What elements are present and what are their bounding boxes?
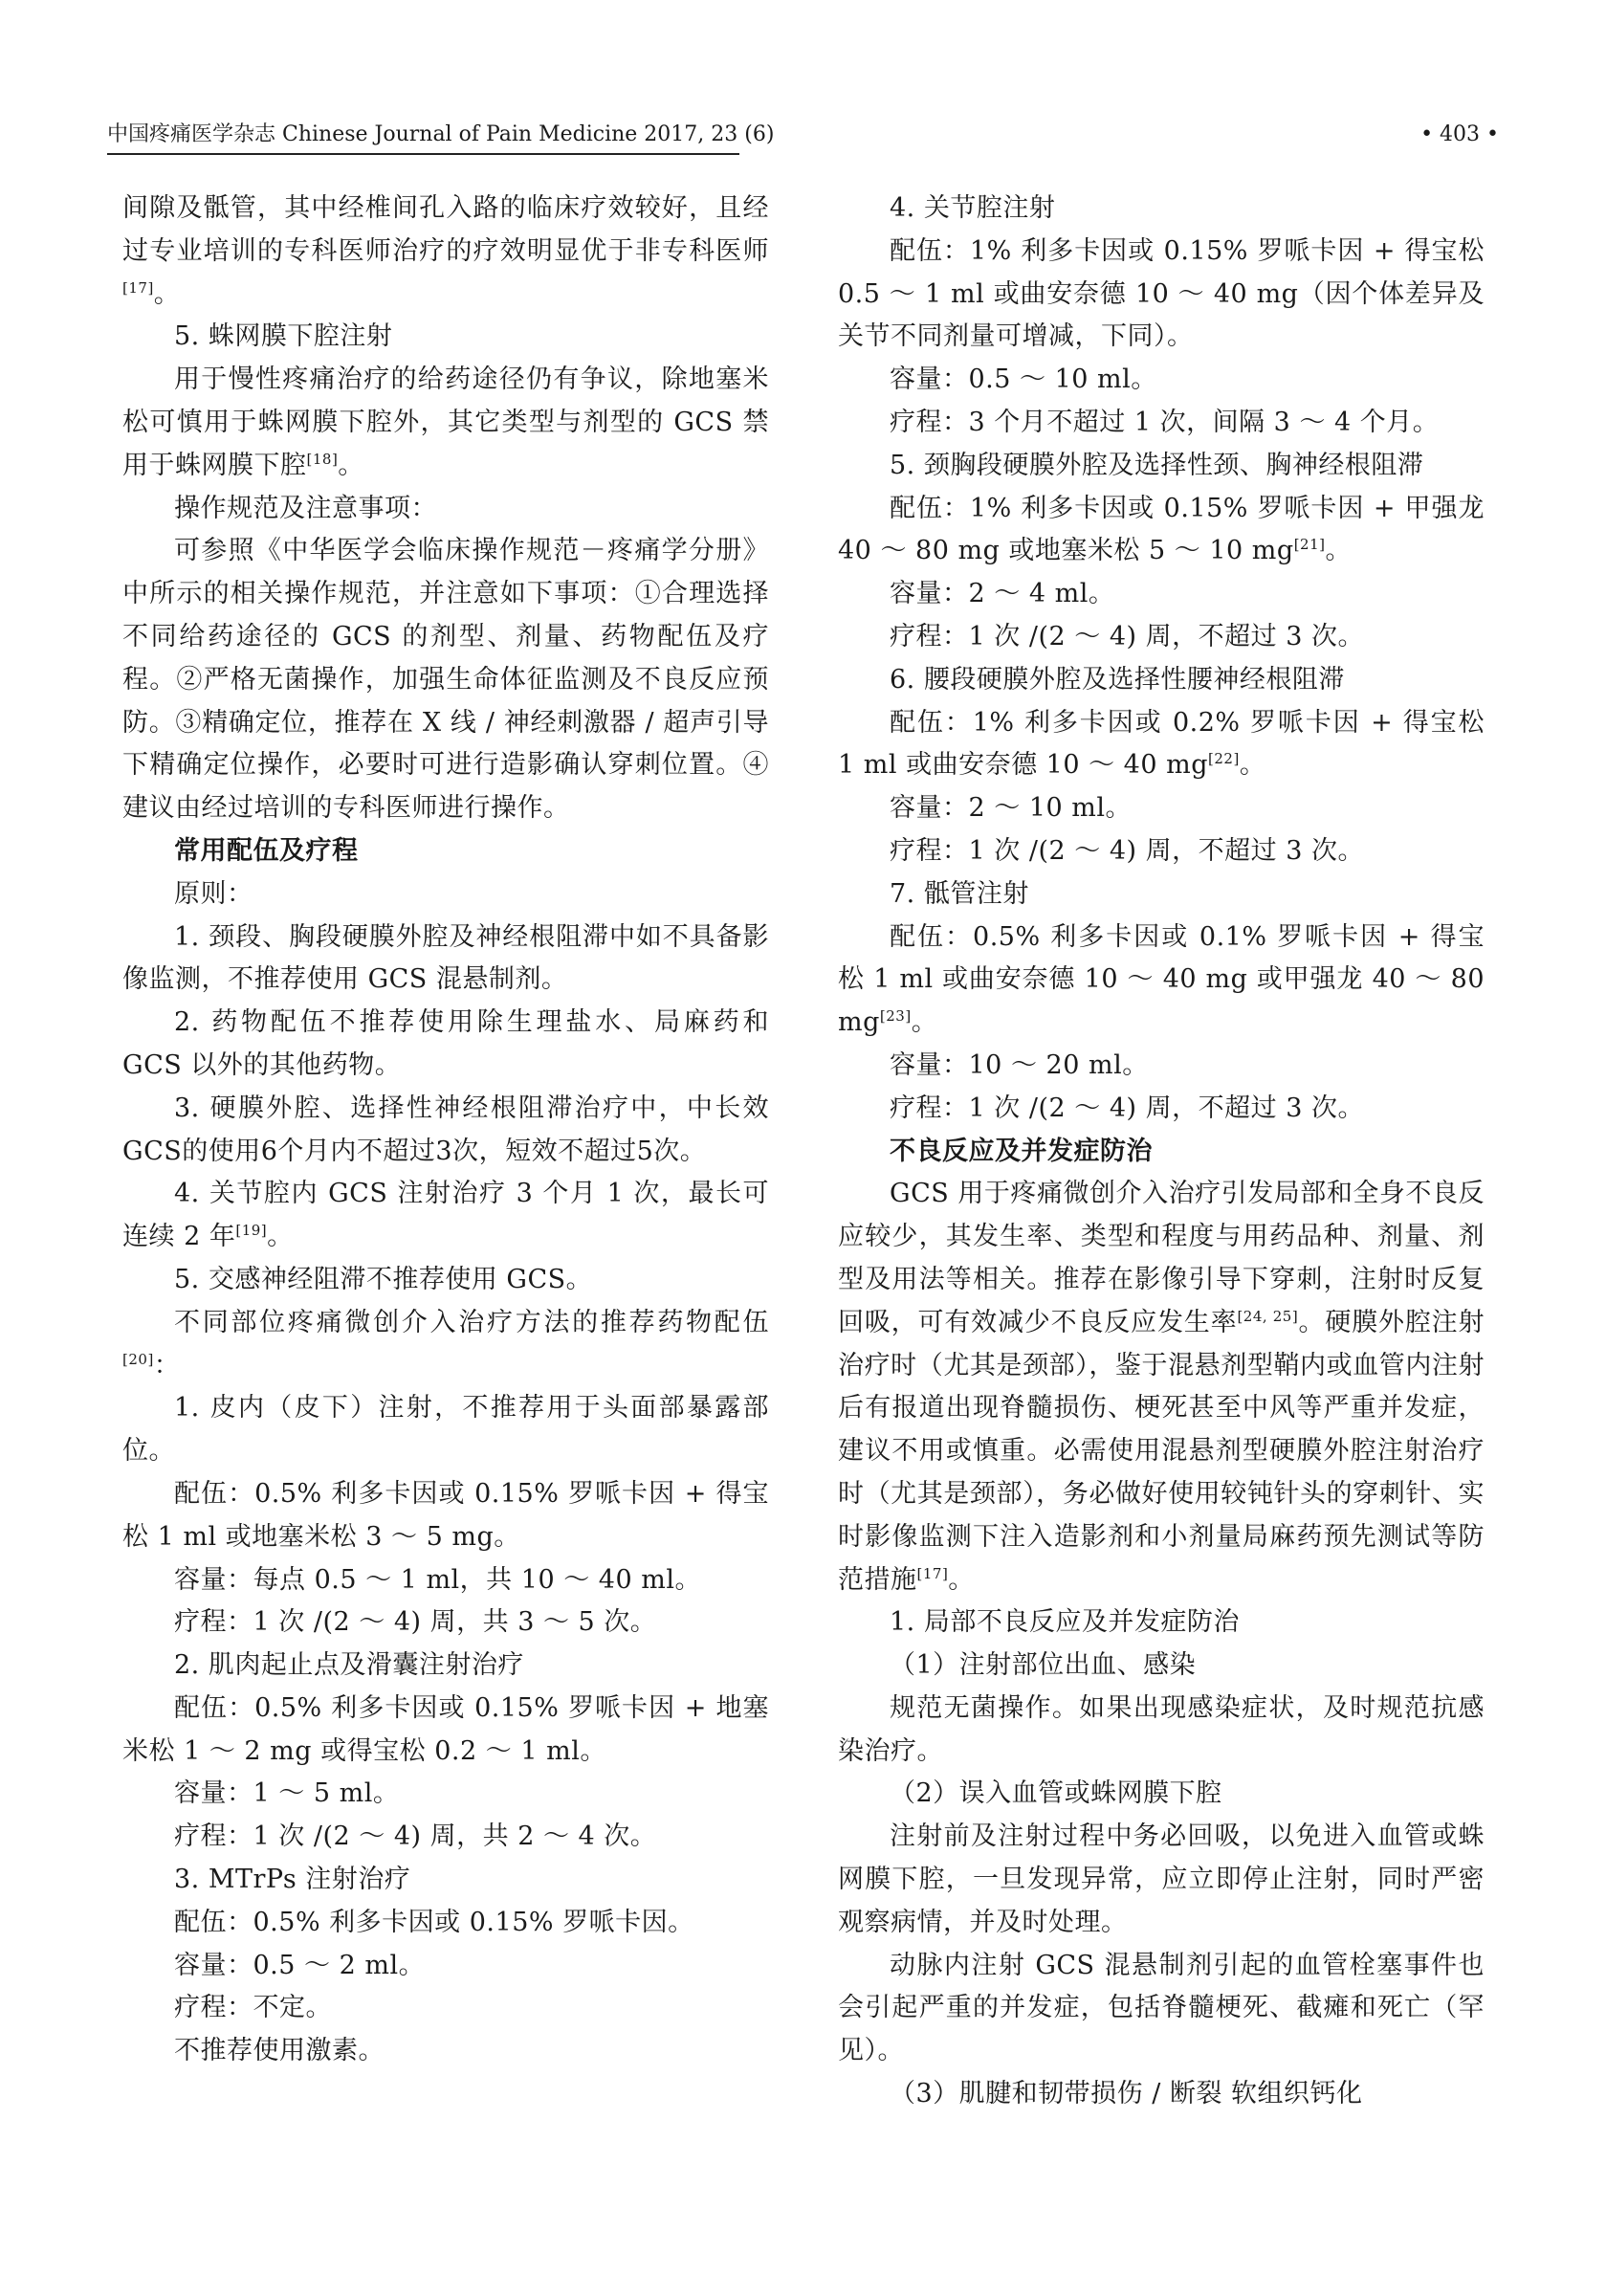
citation-ref: [21]	[1293, 536, 1326, 554]
citation-ref: [24, 25]	[1237, 1307, 1299, 1325]
paragraph-text: 。	[338, 450, 364, 480]
paragraph	[838, 873, 1485, 916]
paragraph-text: 1. 皮内（皮下）注射，不推荐用于头面部暴露部位。	[122, 1393, 769, 1467]
paragraph-text: 。	[1239, 750, 1266, 781]
paragraph	[122, 1688, 769, 1774]
paragraph-text: 不同部位疼痛微创介入治疗方法的推荐药物配伍	[174, 1307, 769, 1337]
citation-ref: [17]	[122, 278, 154, 297]
paragraph-text: （2）误入血管或蛛网膜下腔	[890, 1778, 1222, 1809]
paragraph-text: 容量：0.5 ～ 10 ml。	[890, 364, 1157, 395]
paragraph-text: 规范无菌操作。如果出现感染症状，及时规范抗感染治疗。	[838, 1692, 1485, 1766]
paragraph	[838, 787, 1485, 830]
paragraph-text: 。	[911, 1007, 938, 1038]
paragraph-text: 原则：	[174, 878, 253, 909]
paragraph-text: GCS 用于疼痛微创介入治疗引发局部和全身不良反应较少，其发生率、类型和程度与用药品种、剂量、剂型及用法等相关。推荐在影像引导下穿刺，注射时反复回吸，可有效减少不良反应发生率	[838, 1179, 1485, 1337]
paragraph-text: 4. 关节腔内 GCS 注射治疗 3 个月 1 次，最长可连续 2 年	[122, 1179, 769, 1252]
paragraph	[122, 1773, 769, 1816]
paragraph	[122, 1601, 769, 1645]
paragraph	[122, 1002, 769, 1088]
paragraph	[838, 1645, 1485, 1688]
paragraph-text: （1）注射部位出血、感染	[890, 1650, 1197, 1681]
citation-ref: [23]	[879, 1007, 912, 1026]
paragraph-text: 4. 关节腔注射	[890, 193, 1056, 223]
paragraph-text: 疗程：不定。	[174, 1993, 332, 2023]
paragraph	[838, 830, 1485, 873]
paragraph-text: 配伍：1% 利多卡因或 0.2% 罗哌卡因 + 得宝松 1 ml 或曲安奈德 10 ～ 40 mg	[838, 707, 1485, 781]
paragraph	[122, 1173, 769, 1259]
paragraph	[122, 1473, 769, 1559]
paragraph	[122, 1302, 769, 1388]
paragraph-text: 2. 药物配伍不推荐使用除生理盐水、局麻药和 GCS 以外的其他药物。	[122, 1007, 769, 1080]
paragraph	[122, 1859, 769, 1902]
paragraph	[838, 1088, 1485, 1131]
paragraph	[122, 530, 769, 830]
paragraph-text: 7. 骶管注射	[890, 878, 1029, 909]
paragraph-text: 疗程：1 次 /(2 ～ 4) 周，不超过 3 次。	[890, 835, 1364, 866]
paragraph-text: 可参照《中华医学会临床操作规范－疼痛学分册》中所示的相关操作规范，并注意如下事项：①合理选择不同给药途径的 GCS 的剂型、剂量、药物配伍及疗程。②严格无菌操作，加强生命体征监测及不良反应预防。③精确定位，推荐在 X 线 / 神经刺激器 / 超声引导下精确定位操作，必要时可进行造影确认穿刺位置。④建议由经过培训的专科医师进行操作。	[122, 536, 769, 824]
paragraph	[122, 1559, 769, 1602]
paragraph	[838, 359, 1485, 402]
paragraph-text: 不良反应及并发症防治	[890, 1136, 1153, 1166]
paragraph-text: 操作规范及注意事项：	[174, 493, 437, 523]
paragraph	[838, 1601, 1485, 1645]
citation-ref: [17]	[916, 1564, 949, 1582]
paragraph-text: 容量：0.5 ～ 2 ml。	[174, 1950, 426, 1980]
paragraph-text: 。硬膜外腔注射治疗时（尤其是颈部），鉴于混悬剂型鞘内或血管内注射后有报道出现脊髓损伤、梗死甚至中风等严重并发症，建议不用或慎重。必需使用混悬剂型硬膜外腔注射治疗时（尤其是颈部），务必做好使用较钝针头的穿刺针、实时影像监测下注入造影剂和小剂量局麻药预先测试等防范措施	[838, 1307, 1485, 1595]
paragraph-text: 5. 交感神经阻滞不推荐使用 GCS。	[174, 1264, 593, 1294]
paragraph-text: 配伍：0.5% 利多卡因或 0.15% 罗哌卡因。	[174, 1907, 694, 1937]
paragraph	[838, 1688, 1485, 1774]
paragraph	[838, 188, 1485, 231]
paragraph	[122, 1088, 769, 1174]
paragraph	[838, 1173, 1485, 1601]
citation-ref: [19]	[235, 1222, 268, 1240]
paragraph	[838, 402, 1485, 445]
paragraph-text: 配伍：1% 利多卡因或 0.15% 罗哌卡因 + 得宝松 0.5 ～ 1 ml 或曲安奈德 10 ～ 40 mg（因个体差异及关节不同剂量可增减，下同）。	[838, 235, 1485, 352]
paragraph-text: 容量：10 ～ 20 ml。	[890, 1049, 1149, 1080]
paragraph-text: 配伍：0.5% 利多卡因或 0.15% 罗哌卡因 + 得宝松 1 ml 或地塞米松 3 ～ 5 mg。	[122, 1478, 769, 1552]
paragraph	[838, 2073, 1485, 2116]
paragraph	[838, 488, 1485, 574]
paragraph	[838, 1945, 1485, 2073]
paragraph-text: 常用配伍及疗程	[174, 835, 359, 866]
paragraph-text: ：	[153, 1350, 181, 1380]
citation-ref: [22]	[1208, 750, 1240, 768]
paragraph	[122, 1816, 769, 1859]
paragraph-text: 配伍：1% 利多卡因或 0.15% 罗哌卡因 + 甲强龙 40 ～ 80 mg 或地塞米松 5 ～ 10 mg	[838, 493, 1485, 566]
citation-ref: [18]	[306, 450, 339, 468]
left-column	[122, 188, 769, 2073]
paragraph	[122, 1645, 769, 1688]
paragraph-text: 疗程：1 次 /(2 ～ 4) 周，共 3 ～ 5 次。	[174, 1607, 657, 1638]
paragraph	[122, 188, 769, 316]
paragraph	[838, 702, 1485, 788]
paragraph	[838, 1773, 1485, 1816]
paragraph-text: 。	[1325, 536, 1352, 566]
paragraph-text: 5. 颈胸段硬膜外腔及选择性颈、胸神经根阻滞	[890, 450, 1424, 480]
paragraph-text: 1. 颈段、胸段硬膜外腔及神经根阻滞中如不具备影像监测，不推荐使用 GCS 混悬制剂。	[122, 921, 769, 995]
paragraph	[838, 445, 1485, 488]
paragraph-text: 注射前及注射过程中务必回吸，以免进入血管或蛛网膜下腔，一旦发现异常，应立即停止注射，同时严密观察病情，并及时处理。	[838, 1821, 1485, 1937]
paragraph	[838, 659, 1485, 702]
paragraph	[122, 316, 769, 359]
paragraph	[838, 616, 1485, 659]
paragraph-text: 疗程：1 次 /(2 ～ 4) 周，共 2 ～ 4 次。	[174, 1821, 657, 1852]
running-header	[107, 115, 1499, 155]
paragraph	[122, 1387, 769, 1473]
section-heading	[122, 830, 769, 873]
paragraph	[122, 1987, 769, 2030]
paragraph-text: 容量：1 ～ 5 ml。	[174, 1778, 400, 1809]
paragraph-text: 。	[267, 1222, 294, 1252]
paragraph	[122, 1945, 769, 1988]
paragraph-text: 5. 蛛网膜下腔注射	[174, 321, 393, 352]
paragraph-text: 。	[948, 1564, 975, 1595]
paragraph	[122, 1902, 769, 1945]
paragraph-text: 疗程：3 个月不超过 1 次，间隔 3 ～ 4 个月。	[890, 407, 1440, 437]
paragraph-text: （3）肌腱和韧带损伤 / 断裂 软组织钙化	[890, 2079, 1363, 2109]
page-number: • 403 •	[1420, 122, 1499, 146]
paragraph-text: 配伍：0.5% 利多卡因或 0.1% 罗哌卡因 + 得宝松 1 ml 或曲安奈德 10 ～ 40 mg 或甲强龙 40 ～ 80 mg	[838, 921, 1485, 1038]
paragraph-text: 不推荐使用激素。	[174, 2036, 385, 2066]
paragraph-text: 疗程：1 次 /(2 ～ 4) 周，不超过 3 次。	[890, 621, 1364, 651]
paragraph-text: 。	[153, 278, 181, 309]
paragraph-text: 配伍：0.5% 利多卡因或 0.15% 罗哌卡因 + 地塞米松 1 ～ 2 mg 或得宝松 0.2 ～ 1 ml。	[122, 1692, 769, 1766]
paragraph	[122, 916, 769, 1003]
paragraph	[122, 488, 769, 531]
paragraph-text: 容量：每点 0.5 ～ 1 ml，共 10 ～ 40 ml。	[174, 1564, 701, 1595]
paragraph	[122, 1259, 769, 1302]
paragraph	[838, 1045, 1485, 1088]
paragraph-text: 容量：2 ～ 10 ml。	[890, 793, 1133, 824]
paragraph	[122, 359, 769, 487]
paragraph-text: 6. 腰段硬膜外腔及选择性腰神经根阻滞	[890, 664, 1345, 695]
paragraph-text: 用于慢性疼痛治疗的给药途径仍有争议，除地塞米松可慎用于蛛网膜下腔外，其它类型与剂型的 GCS 禁用于蛛网膜下腔	[122, 364, 769, 480]
right-column	[838, 188, 1485, 2116]
paragraph-text: 3. MTrPs 注射治疗	[174, 1865, 411, 1895]
paragraph	[838, 573, 1485, 616]
paragraph	[838, 231, 1485, 359]
paragraph-text: 2. 肌肉起止点及滑囊注射治疗	[174, 1650, 524, 1681]
citation-ref: [20]	[122, 1350, 154, 1368]
journal-citation: 中国疼痛医学杂志 Chinese Journal of Pain Medicine 2017, 23 (6)	[107, 122, 775, 146]
paragraph-text: 1. 局部不良反应及并发症防治	[890, 1607, 1240, 1638]
paragraph	[122, 873, 769, 916]
paragraph-text: 间隙及骶管，其中经椎间孔入路的临床疗效较好，且经过专业培训的专科医师治疗的疗效明显优于非专科医师	[122, 193, 769, 266]
paragraph	[838, 916, 1485, 1045]
paragraph	[838, 1816, 1485, 1944]
paragraph-text: 容量：2 ～ 4 ml。	[890, 579, 1115, 609]
header-rule	[107, 153, 739, 155]
paragraph-text: 3. 硬膜外腔、选择性神经根阻滞治疗中，中长效GCS的使用6个月内不超过3次，短效不超过5次。	[122, 1093, 769, 1166]
paragraph	[122, 2030, 769, 2073]
paragraph-text: 疗程：1 次 /(2 ～ 4) 周，不超过 3 次。	[890, 1093, 1364, 1123]
paragraph-text: 动脉内注射 GCS 混悬制剂引起的血管栓塞事件也会引起严重的并发症，包括脊髓梗死、截瘫和死亡（罕见）。	[838, 1950, 1485, 2066]
section-heading	[838, 1131, 1485, 1174]
